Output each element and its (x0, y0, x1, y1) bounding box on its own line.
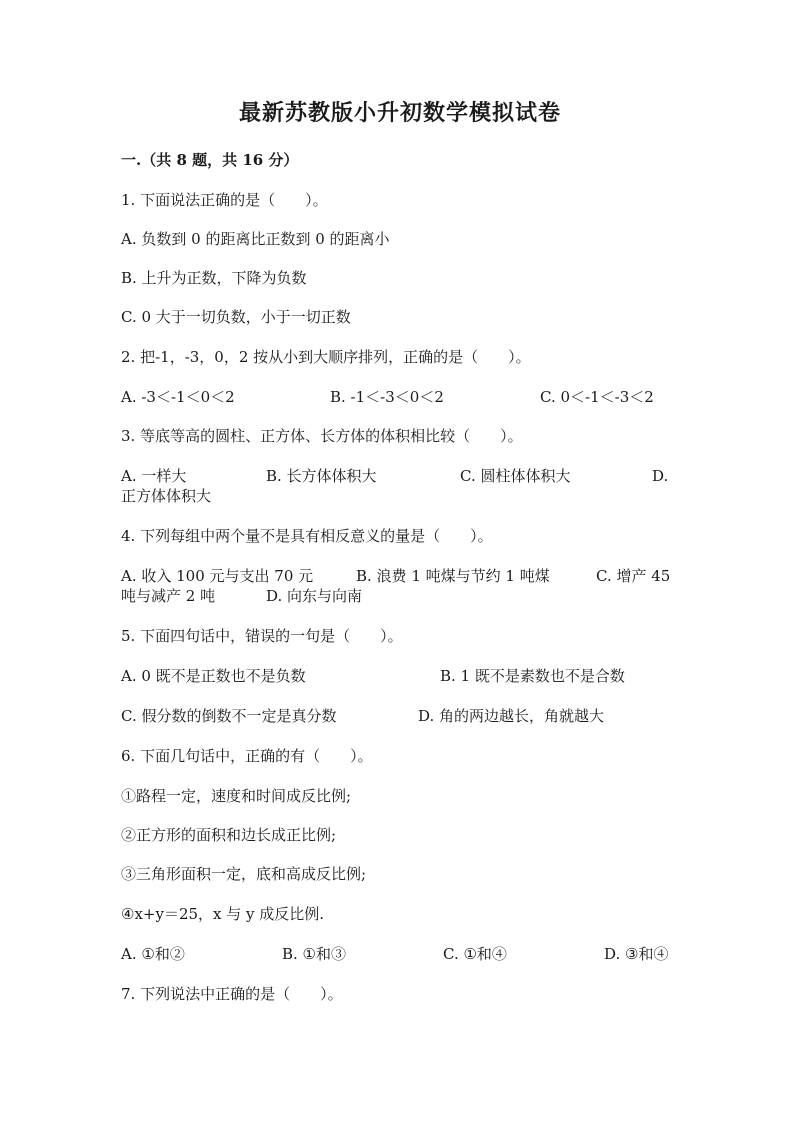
question-6-statement-1: ①路程一定，速度和时间成反比例; (121, 787, 352, 805)
question-2-option-c: C. 0＜-1＜-3＜2 (540, 388, 654, 406)
question-4-option-c-cont: 吨与减产 2 吨 (121, 587, 216, 605)
question-1-option-a: A. 负数到 0 的距离比正数到 0 的距离小 (121, 230, 390, 248)
question-4-option-b: B. 浪费 1 吨煤与节约 1 吨煤 (356, 567, 550, 585)
question-3-option-d-text: 正方体体积大 (121, 487, 212, 505)
question-3-option-c: C. 圆柱体体积大 (460, 467, 571, 485)
question-2-option-a: A. -3＜-1＜0＜2 (121, 388, 235, 406)
question-4-option-a: A. 收入 100 元与支出 70 元 (121, 567, 314, 585)
question-5-option-a: A. 0 既不是正数也不是负数 (121, 667, 306, 685)
question-1-option-c: C. 0 大于一切负数，小于一切正数 (121, 308, 351, 326)
question-6-stem: 6. 下面几句话中，正确的有（ ）。 (121, 747, 373, 765)
question-6-statement-4: ④x+y＝25，x 与 y 成反比例. (121, 905, 325, 923)
section-heading: 一.（共 8 题，共 16 分） (121, 151, 299, 169)
page-title: 最新苏教版小升初数学模拟试卷 (238, 100, 561, 126)
question-5-option-d: D. 角的两边越长，角就越大 (418, 707, 605, 725)
question-5-stem: 5. 下面四句话中，错误的一句是（ ）。 (121, 627, 403, 645)
question-4-option-c: C. 增产 45 (596, 567, 671, 585)
question-5-option-c: C. 假分数的倒数不一定是真分数 (121, 707, 337, 725)
question-3-option-a: A. 一样大 (121, 467, 187, 485)
question-4-stem: 4. 下列每组中两个量不是具有相反意义的量是（ ）。 (121, 527, 493, 545)
question-5-option-b: B. 1 既不是素数也不是合数 (440, 667, 625, 685)
question-6-option-c: C. ①和④ (443, 945, 507, 963)
question-6-option-d: D. ③和④ (604, 945, 669, 963)
question-6-statement-3: ③三角形面积一定，底和高成反比例; (121, 865, 367, 883)
question-3-option-d-label: D. (652, 467, 669, 485)
question-1-option-b: B. 上升为正数，下降为负数 (121, 269, 307, 287)
question-1-stem: 1. 下面说法正确的是（ ）。 (121, 191, 328, 209)
question-6-statement-2: ②正方形的面积和边长成正比例; (121, 826, 337, 844)
question-6-option-b: B. ①和③ (282, 945, 347, 963)
question-7-stem: 7. 下列说法中正确的是（ ）。 (121, 985, 343, 1003)
question-3-option-b: B. 长方体体积大 (266, 467, 377, 485)
question-3-stem: 3. 等底等高的圆柱、正方体、长方体的体积相比较（ ）。 (121, 427, 523, 445)
question-6-option-a: A. ①和② (121, 945, 185, 963)
question-2-option-b: B. -1＜-3＜0＜2 (330, 388, 444, 406)
question-4-option-d: D. 向东与向南 (266, 587, 363, 605)
question-2-stem: 2. 把-1，-3，0，2 按从小到大顺序排列，正确的是（ ）。 (121, 348, 531, 366)
